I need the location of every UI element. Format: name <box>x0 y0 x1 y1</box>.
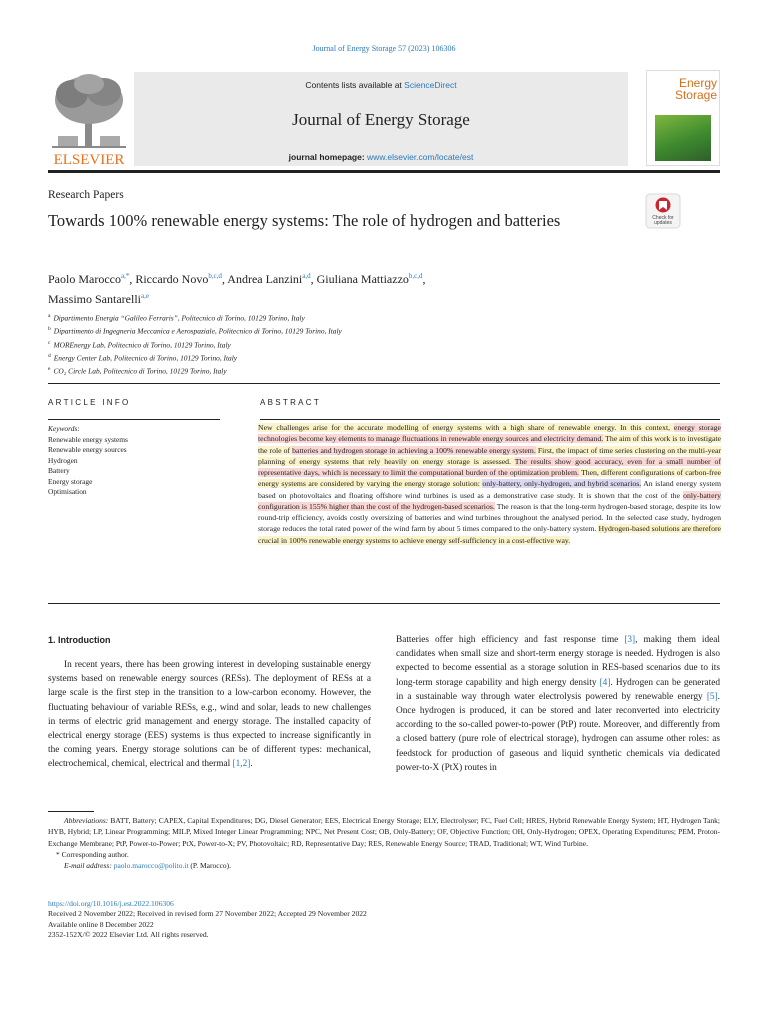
citation-link[interactable]: [1,2] <box>232 759 251 770</box>
check-for-updates-badge[interactable] <box>645 193 681 229</box>
intro-text: . Hydrogen can be generated in a sustainable way through water electrolysis powered by renewable energy <box>396 677 720 702</box>
introduction-right-column <box>396 633 720 775</box>
author-affil-marker[interactable]: a,e <box>141 292 149 300</box>
affiliation-text: CO₂ Circle Lab, Politecnico di Torino, 10129 Torino, Italy <box>53 366 227 376</box>
abstract-segment: Then, different configurations of carbon-free energy systems are considered by varying the energy storage solution: <box>258 468 721 489</box>
elsevier-logo[interactable] <box>48 70 130 168</box>
copyright-line: 2352-152X/© 2022 Elsevier Ltd. All rights reserved. <box>48 930 209 940</box>
citation-link[interactable]: [5] <box>706 691 718 702</box>
citation-link[interactable]: [3] <box>624 635 636 645</box>
author[interactable] <box>227 272 310 286</box>
masthead <box>48 70 628 168</box>
corresponding-author-note: * Corresponding author. <box>56 849 129 859</box>
abstract-segment: energy storage technologies become key elements to manage fluctuations in renewable energy sources and electricity demand. <box>258 423 721 444</box>
author-separator: , <box>129 272 136 286</box>
abstract-segment: New challenges arise for the accurate modelling of energy systems with a high share of renewable energy. In this context, <box>258 423 674 432</box>
keyword[interactable]: Battery <box>48 466 70 475</box>
author[interactable] <box>48 272 129 286</box>
abstract-heading: ABSTRACT <box>260 398 322 407</box>
article-title: Towards 100% renewable energy systems: The role of hydrogen and batteries <box>48 211 561 230</box>
affiliation-text: MOREnergy Lab, Politecnico di Torino, 10129 Torino, Italy <box>53 340 231 349</box>
article-info-heading: ARTICLE INFO <box>48 398 131 407</box>
affiliation <box>48 338 648 351</box>
check-badge-line2: updates <box>654 220 672 226</box>
keywords-list <box>48 435 228 498</box>
author-name[interactable]: Andrea Lanzini <box>227 272 303 286</box>
section-divider-bottom <box>48 603 720 604</box>
email-link[interactable]: paolo.marocco@polito.it <box>113 861 189 871</box>
abstract-divider <box>260 419 720 420</box>
introduction-heading: 1. Introduction <box>48 635 111 645</box>
received-dates: Received 2 November 2022; Received in revised form 27 November 2022; Accepted 29 November 2022 <box>48 909 367 919</box>
abstract-segment: The results show good accuracy, even for a small number of representative days, which is necessary to limit the computational burden of the optimization problem. <box>258 456 721 477</box>
affiliation-marker: e <box>48 366 51 373</box>
journal-header-box <box>134 72 628 166</box>
check-badge-line1: Check for <box>652 215 674 221</box>
affiliation <box>48 311 648 324</box>
doi-link[interactable]: https://doi.org/10.1016/j.est.2022.106306 <box>48 899 174 908</box>
affiliation-marker: b <box>48 326 51 333</box>
affiliation-marker: c <box>48 339 51 346</box>
section-label: Research Papers <box>48 189 124 201</box>
journal-name: Journal of Energy Storage <box>292 110 470 129</box>
abstract-segment: The reason is that the long-term hydrogen-based storage, despite its low round-trip efficiency, avoids costly oversizing of batteries and wind turbines throughout the analysed period. In the selected case study, hydrogen storage reduces the total rated power of the wind farm by about 5 times compared to the only-battery system. <box>258 501 721 534</box>
abstract-segment: The aim of this work is to investigate the role of <box>258 434 721 455</box>
publication-info <box>48 899 720 941</box>
keyword[interactable]: Hydrogen <box>48 455 78 465</box>
abstract-segment: An island energy system based on photovoltaics and floating offshore wind turbines is used as a demonstrative case study. It is shown that the cost of the <box>258 479 721 500</box>
affiliation-text: Dipartimento di Ingegneria Meccanica e Aerospaziale, Politecnico di Torino, 10129 Torino, Italy <box>53 326 342 336</box>
available-online-date: Available online 8 December 2022 <box>48 919 154 929</box>
article-info-divider <box>48 419 220 420</box>
affiliation-list <box>48 311 648 377</box>
elsevier-wordmark: ELSEVIER <box>53 152 125 168</box>
author-name[interactable]: Riccardo Novo <box>135 272 209 286</box>
abstract-segment: batteries and hydrogen storage in achieving a 100% renewable energy system. <box>292 445 536 455</box>
author[interactable] <box>135 272 222 286</box>
citation-link[interactable]: [4] <box>599 677 611 688</box>
author-separator: , <box>422 272 426 286</box>
abstract-segment: only-battery, only-hydrogen, and hybrid scenarios. <box>482 479 642 489</box>
author-name[interactable]: Massimo Santarelli <box>48 292 141 306</box>
cover-title: Energy Storage <box>674 76 717 102</box>
section-divider-top <box>48 383 720 384</box>
affiliation-marker: d <box>48 352 51 359</box>
author-affil-marker[interactable]: a,d <box>302 272 311 280</box>
author-separator: , <box>221 272 228 286</box>
header-divider <box>48 170 720 173</box>
contents-line: Contents lists available at ScienceDirect <box>305 80 457 90</box>
keyword[interactable]: Optimisation <box>48 487 87 496</box>
abstract-segment: First, the impact of time series clustering on the multi-year planning of energy systems that rely heavily on energy storage is assessed. <box>258 445 721 466</box>
footnotes <box>48 815 720 871</box>
author-affil-marker[interactable]: a,* <box>120 272 130 280</box>
introduction-left-column: In recent years, there has been growing interest in developing sustainable energy systems based on renewable energy sources (RESs). The deployment of RESs at a large scale is the first step in the transition to a low-carbon economy. However, the fluctuating behaviour of variable RESs, e.g., wind and solar, leads to new challenges in terms of electric grid management and energy storage. The installed capacity of electrical energy storage (EES) systems is thus expected to increase significantly in the coming years. Energy storage solutions can be of different types: mechanical, electrochemical, chemical, electrical and thermal [1,2]. <box>48 660 371 770</box>
intro-text: Batteries offer high efficiency and fast response time <box>396 635 625 645</box>
intro-text: . Once hydrogen is produced, it can be stored and later reconverted into electricity according to the so-called power-to-power (PtP) route. Moreover, and differently from a closed battery (pure role of electrical storage), hydrogen can assume other roles: as feedstock for production of gaseous and liquid synthetic chemicals via dedicated power-to-X (PtX) routes in <box>396 691 720 773</box>
keyword[interactable]: Renewable energy systems <box>48 434 128 444</box>
abstract-segment: only-battery configuration is 155% higher than the cost of the hydrogen-based scenarios. <box>258 490 721 511</box>
affiliation <box>48 364 648 377</box>
abstract-segment: Hydrogen-based solutions are therefore crucial in 100% renewable energy systems to achieve energy self-sufficiency in a cost-effective way. <box>258 524 721 545</box>
affiliation-text: Dipartimento Energia “Galileo Ferraris”, Politecnico di Torino, 10129 Torino, Italy <box>53 313 305 323</box>
footnote-divider <box>48 811 94 812</box>
author-affil-marker[interactable]: b,c,d <box>208 272 222 280</box>
author-list <box>48 268 588 308</box>
journal-cover-thumbnail[interactable] <box>646 70 720 166</box>
keywords-label: Keywords: <box>48 424 80 433</box>
abbreviations-footnote: Abbreviations: BATT, Battery; CAPEX, Capital Expenditures; DG, Diesel Generator; EES, Electrical Energy Storage; ELY, Electrolyser; FC, Fuel Cell; HRES, Hybrid Renewable Energy System; HT, Hydrogen Tank; HYB, Hybrid; LP, Linear Programming; MILP, Mixed Integer Linear Programming; NPC, Net Present Cost; OB, Only-Battery; OF, Objective Function; OH, Only-Hydrogen; OPEX, Operating Expenditures; PEM, Proton-Exchange Membrane; PtP, Power-to-Power; PtX, Power-to-X; PV, Photovoltaic; RD, Representative Day; RES, Renewable Energy Source; TRAD, Traditional; WT, Wind Turbine. <box>48 816 720 848</box>
homepage-line: journal homepage: www.elsevier.com/locate/est <box>288 152 474 162</box>
author-name[interactable]: Paolo Marocco <box>48 272 121 286</box>
affiliation-marker: a <box>48 313 51 319</box>
affiliation <box>48 351 648 364</box>
author-separator: , <box>310 272 317 286</box>
abstract-text <box>258 422 721 546</box>
keywords-block <box>48 424 228 498</box>
author[interactable] <box>317 272 423 286</box>
affiliation-text: Energy Center Lab, Politecnico di Torino, 10129 Torino, Italy <box>53 353 238 363</box>
author-name[interactable]: Giuliana Mattiazzo <box>316 272 409 286</box>
author[interactable] <box>48 292 149 306</box>
keyword[interactable]: Energy storage <box>48 476 93 486</box>
author-affil-marker[interactable]: b,c,d <box>408 272 423 280</box>
affiliation <box>48 324 648 337</box>
keyword[interactable]: Renewable energy sources <box>48 445 127 454</box>
journal-citation-link[interactable]: Journal of Energy Storage 57 (2023) 106306 <box>312 44 456 53</box>
sciencedirect-link[interactable]: ScienceDirect <box>404 80 457 90</box>
cover-artwork <box>655 115 711 161</box>
homepage-link[interactable]: www.elsevier.com/locate/est <box>367 152 474 162</box>
email-footnote: E-mail address: paolo.marocco@polito.it (P. Marocco). <box>64 861 232 871</box>
intro-text: , making them ideal candidates when small size and short-term energy storage is needed. Hydrogen is also expected to become essential as a storage solution in RES-based scenarios due to its long-term storage capability and high energy density <box>396 635 721 688</box>
